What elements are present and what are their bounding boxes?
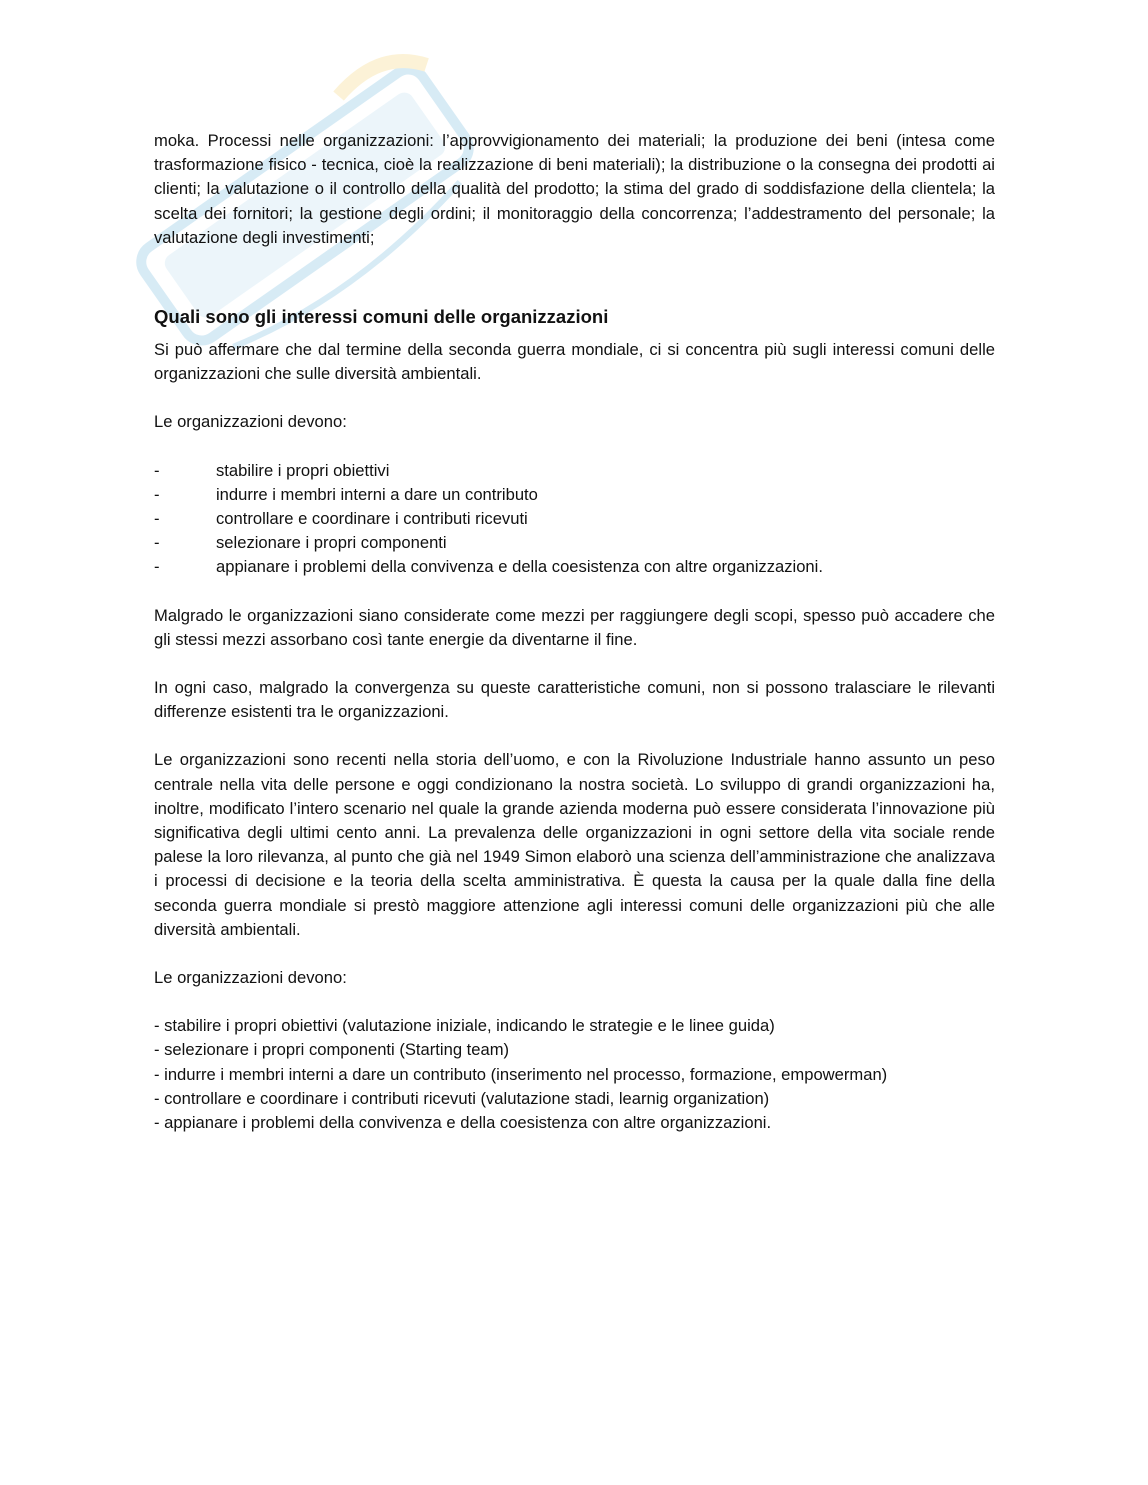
paragraph-5: Le organizzazioni sono recenti nella storia dell’uomo, e con la Rivoluzione Industriale hanno assunto un peso centrale nella vita delle persone e oggi condizionano la nostra società. Lo sviluppo di grandi organizzazioni ha, inoltre, modificato l’intero scenario nel quale la grande azienda moderna può essere considerata l’innovazione più significativa degli ultimi cento anni. La prevalenza delle organizzazioni in ogni settore della vita sociale rende palese la loro rilevanza, al punto che già nel 1949 Simon elaborò una scienza dell’amministrazione che analizzava i processi di decisione e la teoria della scelta amministrativa. È questa la causa per la quale dalla fine della seconda guerra mondiale si prestò maggiore attenzione agli interessi comuni delle organizzazioni più che alle diversità ambientali. — [154, 750, 995, 939]
list-item: - indurre i membri interni a dare un contributo (inserimento nel processo, formazione, empowerman) — [154, 1064, 888, 1084]
list-item: - selezionare i propri componenti — [154, 533, 447, 553]
list-2 — [154, 1014, 995, 1135]
list-item: - stabilire i propri obiettivi — [154, 460, 390, 480]
list-item: - controllare e coordinare i contributi ricevuti — [154, 509, 528, 529]
list-1 — [154, 459, 995, 580]
paragraph-1: Si può affermare che dal termine della seconda guerra mondiale, ci si concentra più sugli interessi comuni delle organizzazioni che sulle diversità ambientali. — [154, 340, 995, 384]
document-body — [154, 129, 995, 1135]
list-item: - appianare i problemi della convivenza e della coesistenza con altre organizzazioni. — [154, 1113, 772, 1133]
paragraph-4: In ogni caso, malgrado la convergenza su queste caratteristiche comuni, non si possono tralasciare le rilevanti differenze esistenti tra le organizzazioni. — [154, 678, 995, 722]
intro-paragraph: moka. Processi nelle organizzazioni: l’approvvigionamento dei materiali; la produzione dei beni (intesa come trasformazione fisico - tecnica, cioè la realizzazione di beni materiali); la distribuzione o la consegna dei prodotti ai clienti; la valutazione o il controllo della qualità del prodotto; la stima del grado di soddisfazione della clientela; la scelta dei fornitori; la gestione degli ordini; il monitoraggio della concorrenza; l’addestramento del personale; la valutazione degli investimenti; — [154, 131, 995, 247]
list-item: - indurre i membri interni a dare un contributo — [154, 484, 538, 504]
section-heading: Quali sono gli interessi comuni delle organizzazioni — [154, 306, 609, 328]
list-item: - appianare i problemi della convivenza e della coesistenza con altre organizzazioni. — [154, 557, 823, 577]
paragraph-6: Le organizzazioni devono: — [154, 968, 347, 988]
list-item: - selezionare i propri componenti (Starting team) — [154, 1040, 510, 1060]
paragraph-3: Malgrado le organizzazioni siano considerate come mezzi per raggiungere degli scopi, spesso può accadere che gli stessi mezzi assorbano così tante energie da diventarne il fine. — [154, 605, 995, 649]
paragraph-2: Le organizzazioni devono: — [154, 412, 347, 432]
list-item: - controllare e coordinare i contributi ricevuti (valutazione stadi, learnig organization) — [154, 1088, 770, 1108]
list-item: - stabilire i propri obiettivi (valutazione iniziale, indicando le strategie e le linee guida) — [154, 1016, 775, 1036]
